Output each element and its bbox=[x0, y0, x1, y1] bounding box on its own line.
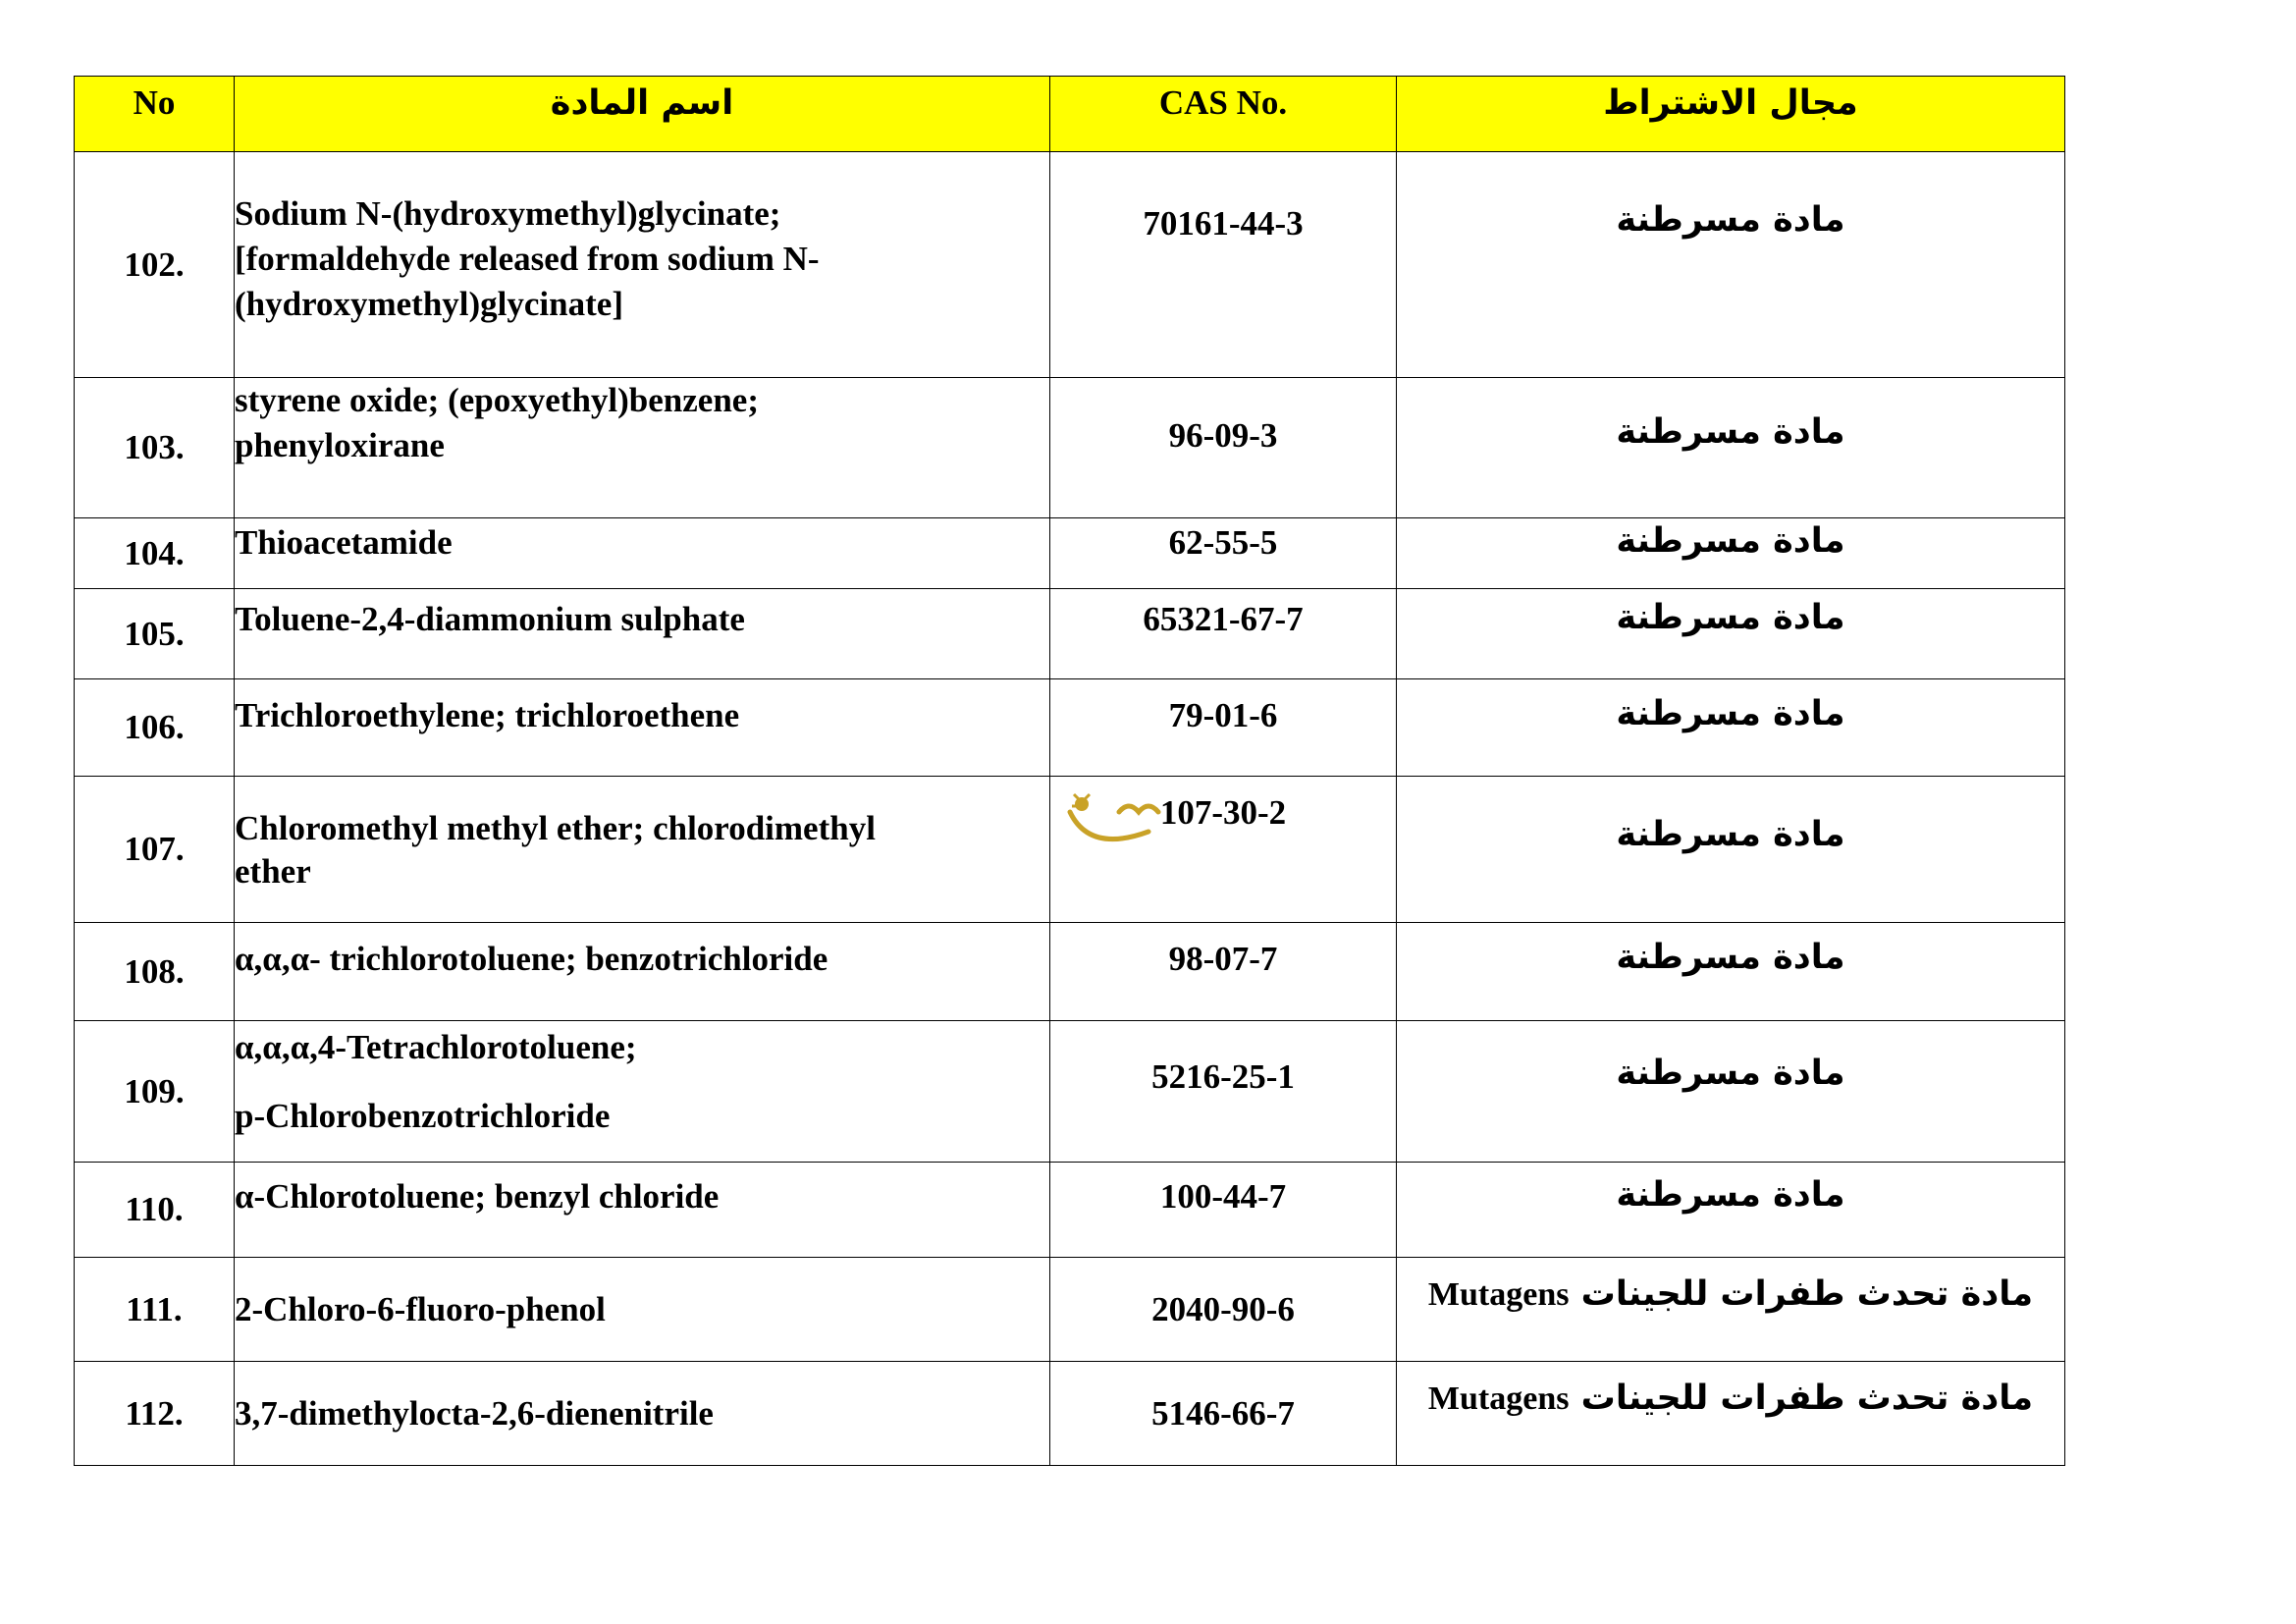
row-number: 103. bbox=[75, 378, 235, 518]
substance-name bbox=[235, 1362, 1050, 1466]
table-row bbox=[75, 589, 2065, 679]
substance-name-line: Trichloroethylene; trichloroethene bbox=[235, 696, 740, 734]
substance-name bbox=[235, 1163, 1050, 1258]
table-row bbox=[75, 1362, 2065, 1466]
substance-name-line: Thioacetamide bbox=[235, 523, 453, 562]
requirement-field-ar: مادة تحدث طفرات للجينات bbox=[1580, 1274, 2034, 1314]
requirement-field-ar: مادة تحدث طفرات للجينات bbox=[1580, 1379, 2034, 1418]
requirement-field-en: Mutagens bbox=[1427, 1380, 1570, 1417]
substance-name-line: 3,7-dimethylocta-2,6-dienenitrile bbox=[235, 1394, 714, 1433]
row-number: 111. bbox=[75, 1258, 235, 1362]
requirement-field: مادة مسرطنة bbox=[1397, 589, 2065, 679]
cas-number: 107-30-2 bbox=[1050, 777, 1397, 923]
substance-name-line: 2-Chloro-6-fluoro-phenol bbox=[235, 1290, 606, 1328]
substance-name-line: α-Chlorotoluene; benzyl chloride bbox=[235, 1177, 720, 1216]
cas-number: 2040-90-6 bbox=[1050, 1258, 1397, 1362]
substance-name bbox=[235, 589, 1050, 679]
watermark-logo-icon bbox=[1060, 783, 1188, 851]
header-cas: CAS No. bbox=[1050, 77, 1397, 152]
substance-name bbox=[235, 777, 1050, 923]
requirement-field: مادة مسرطنة bbox=[1397, 679, 2065, 777]
requirement-field bbox=[1397, 1258, 2065, 1362]
substance-name-line: Toluene-2,4-diammonium sulphate bbox=[235, 600, 745, 638]
requirement-field: مادة مسرطنة bbox=[1397, 518, 2065, 589]
substance-name-line: Chloromethyl methyl ether; chlorodimethyl bbox=[235, 809, 876, 847]
requirement-field: مادة مسرطنة bbox=[1397, 923, 2065, 1021]
substance-name bbox=[235, 152, 1050, 378]
table-row bbox=[75, 1258, 2065, 1362]
substances-table bbox=[74, 76, 2065, 1466]
table-row bbox=[75, 679, 2065, 777]
header-name: اسم المادة bbox=[235, 77, 1050, 152]
row-number: 105. bbox=[75, 589, 235, 679]
cas-number: 62-55-5 bbox=[1050, 518, 1397, 589]
row-number: 106. bbox=[75, 679, 235, 777]
substance-name bbox=[235, 378, 1050, 518]
substance-name bbox=[235, 518, 1050, 589]
cas-number: 100-44-7 bbox=[1050, 1163, 1397, 1258]
substance-name bbox=[235, 1258, 1050, 1362]
substance-name-line: α,α,α- trichlorotoluene; benzotrichloride bbox=[235, 940, 828, 978]
row-number: 109. bbox=[75, 1021, 235, 1163]
cas-number: 79-01-6 bbox=[1050, 679, 1397, 777]
requirement-field: مادة مسرطنة bbox=[1397, 152, 2065, 378]
row-number: 112. bbox=[75, 1362, 235, 1466]
substance-name bbox=[235, 923, 1050, 1021]
substance-name bbox=[235, 1021, 1050, 1163]
requirement-field: مادة مسرطنة bbox=[1397, 777, 2065, 923]
table-row bbox=[75, 1021, 2065, 1163]
table-row bbox=[75, 378, 2065, 518]
row-number: 108. bbox=[75, 923, 235, 1021]
header-field: مجال الاشتراط bbox=[1397, 77, 2065, 152]
substance-name-line: α,α,α,4-Tetrachlorotoluene; bbox=[235, 1028, 637, 1066]
substance-name-line: Sodium N-(hydroxymethyl)glycinate; bbox=[235, 194, 781, 233]
requirement-field-en: Mutagens bbox=[1427, 1276, 1570, 1313]
table-header-row bbox=[75, 77, 2065, 152]
requirement-field: مادة مسرطنة bbox=[1397, 378, 2065, 518]
cas-number: 65321-67-7 bbox=[1050, 589, 1397, 679]
cas-number: 98-07-7 bbox=[1050, 923, 1397, 1021]
substance-name bbox=[235, 679, 1050, 777]
row-number: 104. bbox=[75, 518, 235, 589]
row-number: 110. bbox=[75, 1163, 235, 1258]
requirement-field: مادة مسرطنة bbox=[1397, 1163, 2065, 1258]
table-row bbox=[75, 923, 2065, 1021]
substance-name-line: (hydroxymethyl)glycinate] bbox=[235, 285, 623, 323]
row-number: 102. bbox=[75, 152, 235, 378]
substance-name-line: styrene oxide; (epoxyethyl)benzene; bbox=[235, 381, 759, 419]
table-row bbox=[75, 152, 2065, 378]
cas-number: 5216-25-1 bbox=[1050, 1021, 1397, 1163]
table-row bbox=[75, 1163, 2065, 1258]
cas-number: 96-09-3 bbox=[1050, 378, 1397, 518]
requirement-field: مادة مسرطنة bbox=[1397, 1021, 2065, 1163]
substance-name-line: p-Chlorobenzotrichloride bbox=[235, 1097, 611, 1135]
table-row bbox=[75, 518, 2065, 589]
cas-number: 70161-44-3 bbox=[1050, 152, 1397, 378]
substance-name-line: phenyloxirane bbox=[235, 426, 445, 464]
requirement-field bbox=[1397, 1362, 2065, 1466]
substance-name-line: [formaldehyde released from sodium N- bbox=[235, 240, 820, 278]
cas-number: 5146-66-7 bbox=[1050, 1362, 1397, 1466]
header-no: No bbox=[75, 77, 235, 152]
row-number: 107. bbox=[75, 777, 235, 923]
substance-name-line: ether bbox=[235, 852, 311, 891]
